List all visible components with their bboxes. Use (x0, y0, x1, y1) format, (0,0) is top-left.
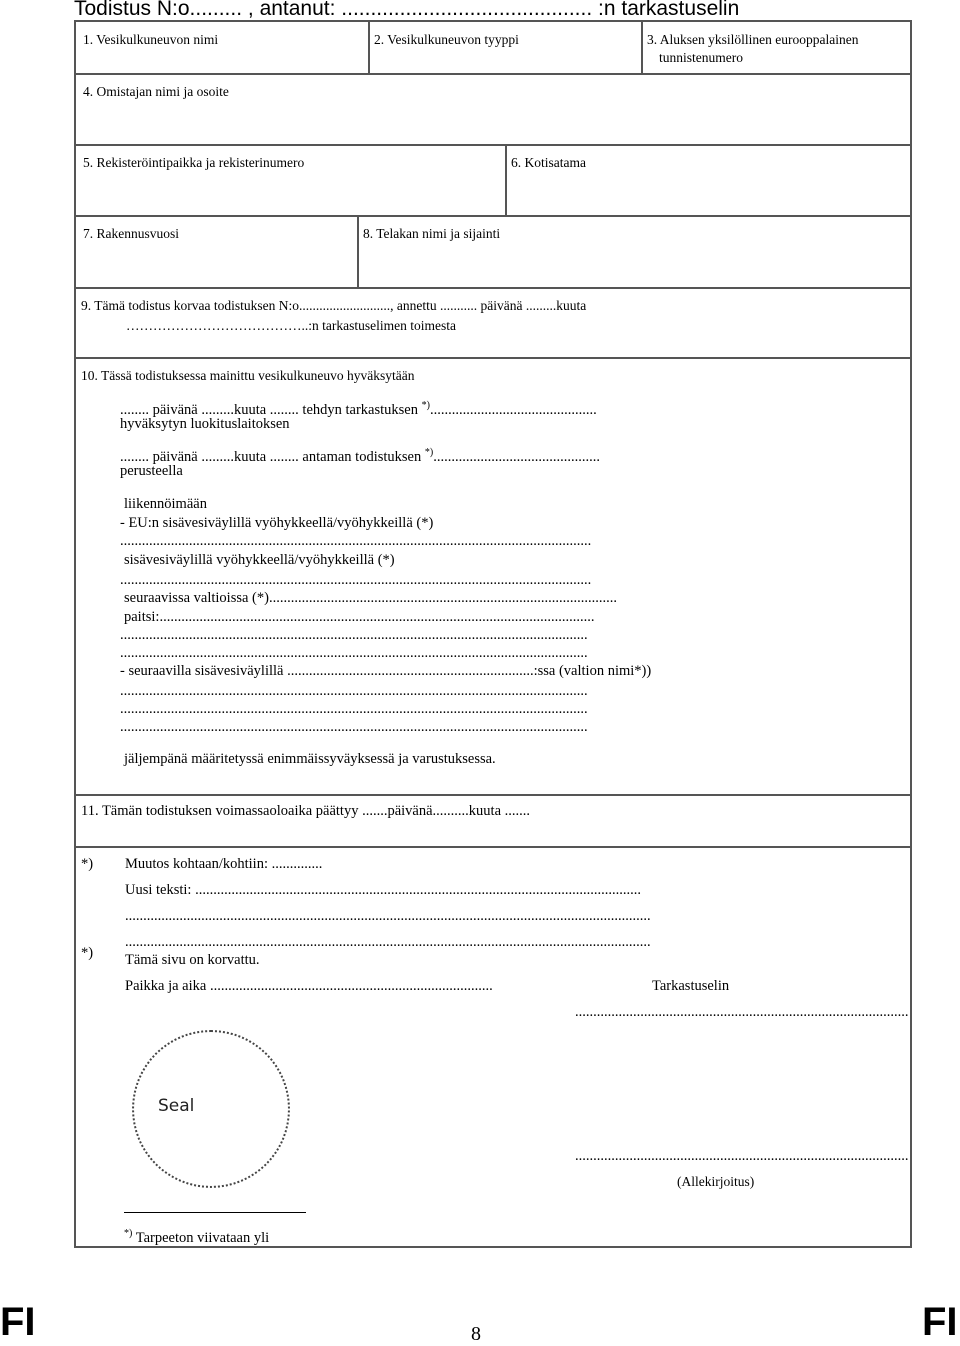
dotted-line: .................................................................................................................................. (120, 533, 592, 549)
divider (76, 846, 910, 848)
place-and-date: Paikka ja aika .............................................................................. (125, 978, 493, 994)
inspection-body-label: Tarkastuselin (652, 978, 730, 994)
footnote-separator (124, 1212, 306, 1213)
amendment-items: Muutos kohtaan/kohtiin: .............. (125, 856, 323, 872)
dotted-line: .................................................................................................................................. (120, 572, 592, 588)
field-10-waterways: - seuraavilla sisävesiväylillä ....................................................................:ssa (valtion nimi*)) (120, 663, 652, 679)
field-5-registration: 5. Rekisteröintipaikka ja rekisterinumero (83, 155, 305, 170)
field-10-states: seuraavissa valtioissa (*)................................................................................................ (124, 590, 617, 606)
divider (76, 215, 910, 217)
footnote-marker: *) (424, 447, 434, 458)
dots: .............................................. (429, 402, 597, 418)
field-11-validity: 11. Tämän todistuksen voimassaoloaika päättyy .......päivänä..........kuuta ....... (81, 803, 531, 819)
divider (76, 794, 910, 796)
field-10-heading: 10. Tässä todistuksessa mainittu vesikulkuneuvo hyväksytään (81, 368, 415, 383)
amendment-new-text: Uusi teksti: ........................................................................................................................... (125, 882, 641, 898)
certificate-text: ........ päivänä .........kuuta ........ antaman todistuksen (120, 449, 422, 465)
replacement-marker: *) (81, 945, 94, 961)
seal-label: Seal (158, 1096, 195, 1116)
field-6-home-port: 6. Kotisatama (511, 155, 586, 170)
footnote-marker: *) (124, 1228, 133, 1239)
dotted-line: ................................................................................................................................. (120, 645, 588, 661)
divider (368, 22, 370, 73)
footer-language-left: FI (0, 1300, 36, 1344)
field-10-certificate-line (120, 443, 600, 467)
field-8-shipyard: 8. Telakan nimi ja sijainti (363, 226, 501, 241)
field-1-vessel-name: 1. Vesikulkuneuvon nimi (83, 32, 219, 47)
dotted-line: ................................................................................................................................................. (125, 908, 651, 924)
signature-line: ............................................................................................ (575, 1148, 909, 1164)
certificate-form (74, 20, 912, 1248)
amendment-marker: *) (81, 856, 94, 872)
divider (76, 287, 910, 289)
field-3-eni-line2: tunnistenumero (659, 50, 743, 65)
field-10-except: paitsi:........................................................................................................................ (124, 609, 595, 625)
field-9-replaces-line1: 9. Tämä todistus korvaa todistuksen N:o..........................., annettu ........... päivänä .........kuuta (81, 298, 587, 313)
dotted-line: ................................................................................................................................. (120, 719, 588, 735)
page-replaced-note: Tämä sivu on korvattu. (125, 952, 260, 968)
dots: .............................................. (433, 449, 600, 465)
footer-language-right: FI (922, 1300, 958, 1344)
divider (76, 73, 910, 75)
footnote (124, 1224, 269, 1248)
field-10-eu-zones: - EU:n sisävesiväylillä vyöhykkeellä/vyöhykkeillä (*) (120, 515, 434, 531)
signature-label: (Allekirjoitus) (677, 1174, 755, 1189)
field-2-vessel-type: 2. Vesikulkuneuvon tyyppi (374, 32, 519, 47)
field-10-inland-zones: sisävesiväylillä vyöhykkeellä/vyöhykkeillä (*) (124, 552, 395, 568)
field-9-replaces-line2: …………………………………..:n tarkastuselimen toimesta (126, 318, 456, 333)
dotted-line: ................................................................................................................................. (120, 627, 588, 643)
field-10-draught: jäljempänä määritetyssä enimmäissyväyksessä ja varustuksessa. (124, 751, 496, 767)
field-7-year-built: 7. Rakennusvuosi (83, 226, 179, 241)
footnote-marker: *) (421, 400, 430, 411)
field-10-basis: perusteella (120, 463, 183, 479)
field-10-classification: hyväksytyn luokituslaitoksen (120, 416, 290, 432)
footnote-text: Tarpeeton viivataan yli (135, 1230, 270, 1246)
dotted-line: ................................................................................................................................. (120, 683, 588, 699)
field-4-owner: 4. Omistajan nimi ja osoite (83, 84, 229, 99)
dotted-line: ................................................................................................................................. (120, 701, 588, 717)
divider (641, 22, 643, 73)
official-seal (132, 1030, 290, 1188)
divider (76, 144, 910, 146)
dotted-line: ................................................................................................................................................. (125, 934, 651, 950)
inspection-text: ........ päivänä .........kuuta ........ tehdyn tarkastuksen (120, 402, 418, 418)
dotted-line: ............................................................................................ (575, 1004, 909, 1020)
divider (505, 144, 507, 215)
field-3-eni-line1: 3. Aluksen yksilöllinen eurooppalainen (647, 32, 859, 47)
divider (76, 357, 910, 359)
field-10-operate: liikennöimään (124, 496, 207, 512)
divider (357, 215, 359, 287)
certificate-title: Todistus N:o......... , antanut: ........................................... :n tarkastuselin (74, 0, 740, 20)
page-number: 8 (471, 1323, 481, 1345)
